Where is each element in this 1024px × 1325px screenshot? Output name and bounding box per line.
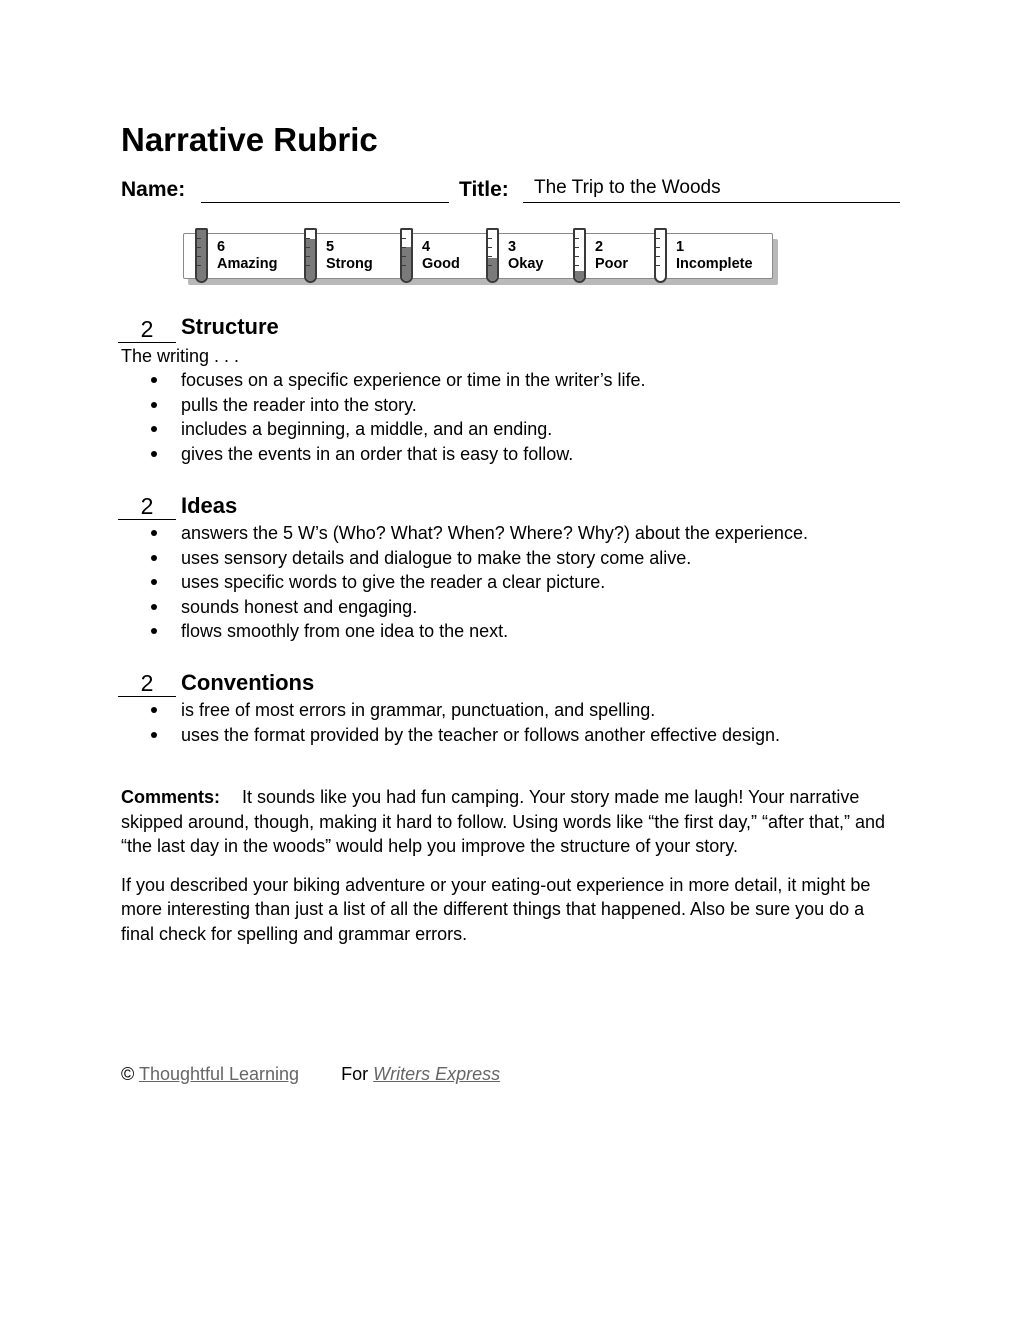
comments-paragraph: If you described your biking adventure or your eating-out experience in more detail, it might be more interesting than just a list of all the different things that happened. Also be sure you do a final check for spelling and grammar errors. xyxy=(121,874,871,944)
bullet-icon xyxy=(151,579,157,585)
for-text: For xyxy=(341,1064,369,1084)
list-item: answers the 5 W’s (Who? What? When? Where? Why?) about the experience. xyxy=(0,521,808,546)
book-link[interactable]: Writers Express xyxy=(373,1064,501,1084)
comments-text: It sounds like you had fun camping. Your story made me laugh! Your narrative skipped around, though, making it hard to follow. Using words like “the first day,” “after that,” and “the last day in the woods” would help you improve the structure of your story. xyxy=(121,787,886,856)
list-item: gives the events in an order that is easy to follow. xyxy=(0,442,646,467)
comments-label: Comments: xyxy=(121,787,221,807)
list-item: uses sensory details and dialogue to make the story come alive. xyxy=(0,546,808,571)
bullet-icon xyxy=(151,377,157,383)
conventions-heading: Conventions xyxy=(181,670,315,695)
list-item: pulls the reader into the story. xyxy=(0,393,646,418)
list-item: sounds honest and engaging. xyxy=(0,595,808,620)
comments-block xyxy=(121,785,891,960)
thermometer-icon xyxy=(195,228,208,283)
list-item: is free of most errors in grammar, punctuation, and spelling. xyxy=(0,698,780,723)
thermometer-icon xyxy=(486,228,499,283)
thermometer-icon xyxy=(654,228,667,283)
list-item: includes a beginning, a middle, and an ending. xyxy=(0,417,646,442)
bullet-icon xyxy=(151,732,157,738)
scale-number: 1 xyxy=(676,239,685,255)
scale-label: Poor xyxy=(595,256,629,272)
scale-label: Strong xyxy=(326,256,373,272)
list-item: flows smoothly from one idea to the next. xyxy=(0,619,808,644)
bullet-icon xyxy=(151,555,157,561)
page-title: Narrative Rubric xyxy=(121,121,378,158)
scale-number: 4 xyxy=(422,239,431,255)
bullet-icon xyxy=(151,707,157,713)
thermometer-icon xyxy=(304,228,317,283)
scale-number: 6 xyxy=(217,239,226,255)
structure-heading: Structure xyxy=(181,314,279,339)
scale-number: 3 xyxy=(508,239,517,255)
bullet-icon xyxy=(151,628,157,634)
ideas-criteria-list xyxy=(0,521,808,644)
comments-paragraph xyxy=(121,785,891,859)
bullet-icon xyxy=(151,426,157,432)
scale-number: 2 xyxy=(595,239,604,255)
name-field-line xyxy=(201,202,449,203)
scale-label: Amazing xyxy=(217,256,278,272)
structure-criteria-list xyxy=(0,368,646,466)
thermometer-icon xyxy=(400,228,413,283)
scale-label: Good xyxy=(422,256,460,272)
title-field-line xyxy=(523,202,900,203)
name-label: Name: xyxy=(121,178,186,201)
structure-score: 2 xyxy=(118,316,176,343)
title-value: The Trip to the Woods xyxy=(534,177,721,198)
thermometer-icon xyxy=(573,228,586,283)
ideas-score: 2 xyxy=(118,493,176,520)
footer xyxy=(121,1062,500,1086)
bullet-icon xyxy=(151,604,157,610)
publisher-link[interactable]: Thoughtful Learning xyxy=(138,1064,300,1084)
scale-label: Okay xyxy=(508,256,544,272)
conventions-score: 2 xyxy=(118,670,176,697)
list-item: uses specific words to give the reader a clear picture. xyxy=(0,570,808,595)
scale-label: Incomplete xyxy=(676,256,753,272)
conventions-criteria-list xyxy=(0,698,780,747)
bullet-icon xyxy=(151,530,157,536)
ideas-heading: Ideas xyxy=(181,493,238,518)
bullet-icon xyxy=(151,451,157,457)
bullet-icon xyxy=(151,402,157,408)
rating-scale xyxy=(183,233,773,279)
scale-number: 5 xyxy=(326,239,335,255)
title-label: Title: xyxy=(459,178,509,201)
list-item: uses the format provided by the teacher or follows another effective design. xyxy=(0,723,780,748)
copyright-symbol: © xyxy=(121,1064,135,1084)
list-item: focuses on a specific experience or time in the writer’s life. xyxy=(0,368,646,393)
structure-intro: The writing . . . xyxy=(121,346,240,366)
